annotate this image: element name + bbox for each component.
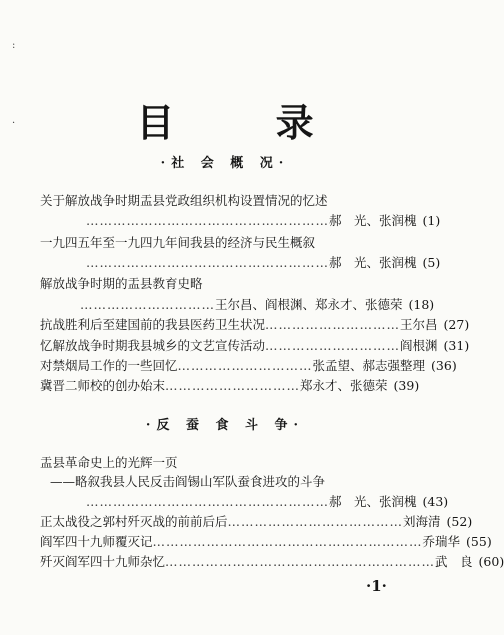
toc-entry-author: 阎根渊 — [400, 338, 438, 353]
leader-dots: ………………………… — [165, 378, 301, 393]
toc-entry-page: (27) — [443, 317, 470, 332]
section-heading-anti-encroachment: ·反 蚕 食 斗 争· — [145, 418, 305, 433]
toc-entry-title: 解放战争时期的盂县教育史略 — [40, 276, 203, 291]
page-title: 目 录 — [136, 100, 358, 145]
toc-entry-title: 关于解放战争时期盂县党政组织机构设置情况的忆述 — [40, 193, 328, 208]
toc-entry-title: 歼灭阎军四十九师杂忆 — [40, 554, 166, 569]
page-number: ·1· — [366, 577, 387, 595]
toc-entry-author: 王尔昌 — [400, 317, 438, 332]
leader-dots: ………………………………… — [227, 514, 404, 529]
toc-entry-author: 郝 光、张润槐 — [329, 255, 417, 270]
toc-entry-author: 郑永才、张德荣 — [300, 378, 388, 393]
leader-dots: ……………………………………………… — [86, 213, 329, 228]
toc-entry-page: (31) — [443, 338, 470, 353]
leader-dots: …………………………………………………… — [165, 554, 436, 569]
leader-dots: ………………………… — [80, 297, 215, 312]
toc-entry-title: 抗战胜利后至建国前的我县医药卫生状况 — [40, 317, 266, 332]
toc-entry-row — [40, 358, 457, 374]
toc-entry-title: 盂县革命史上的光辉一页 — [40, 455, 178, 470]
toc-entry-title: 一九四五年至一九四九年间我县的经济与民生概叙 — [40, 235, 316, 250]
toc-entry-row — [40, 534, 492, 550]
leader-dots: ………………………… — [265, 317, 401, 332]
toc-entry-row — [40, 297, 435, 313]
toc-entry-page: (52) — [446, 514, 473, 529]
toc-entry-page: (5) — [422, 255, 441, 270]
toc-entry-author: 刘海清 — [403, 514, 441, 529]
toc-entry-row — [40, 378, 420, 394]
toc-entry-subtitle: ——略叙我县人民反击阎锡山军队蚕食进攻的斗争 — [50, 474, 326, 489]
leader-dots: ……………………………………………… — [86, 255, 329, 270]
leader-dots: ……………………………………………… — [86, 494, 329, 509]
scan-mark: · — [12, 118, 16, 129]
toc-entry-page: (36) — [431, 358, 457, 373]
toc-entry-author: 张孟望、郝志强整理 — [312, 358, 426, 373]
toc-entry-row — [40, 338, 470, 354]
toc-entry-author: 武 良 — [435, 554, 473, 569]
leader-dots: …………………………………………………… — [152, 534, 423, 549]
toc-entry-page: (43) — [422, 494, 449, 509]
leader-dots: ………………………… — [265, 338, 401, 353]
toc-entry-row — [40, 255, 441, 271]
toc-entry-author: 王尔昌、阎根渊、郑永才、张德荣 — [215, 297, 403, 312]
toc-entry-row — [40, 514, 473, 530]
toc-entry-title: 正太战役之郭村歼灭战的前前后后 — [40, 514, 228, 529]
leader-dots: ………………………… — [177, 358, 313, 373]
toc-entry-page: (1) — [422, 213, 441, 228]
toc-entry-title: 阎军四十九师覆灭记 — [40, 534, 153, 549]
toc-entry-page: (60) — [478, 554, 504, 569]
toc-entry-author: 乔瑞华 — [422, 534, 461, 549]
toc-entry-page: (39) — [393, 378, 420, 393]
toc-entry-author: 郝 光、张润槐 — [329, 494, 417, 509]
toc-entry-title: 冀晋二师校的创办始末 — [40, 378, 166, 393]
toc-entry-author: 郝 光、张润槐 — [329, 213, 417, 228]
toc-entry-page: (55) — [466, 534, 492, 549]
toc-entry-title: 忆解放战争时期我县城乡的文艺宣传活动 — [40, 338, 266, 353]
toc-entry-row — [40, 554, 504, 570]
toc-entry-page: (18) — [408, 297, 435, 312]
toc-entry-row — [40, 213, 441, 229]
section-heading-social: ·社 会 概 况· — [160, 156, 290, 171]
toc-entry-title: 对禁烟局工作的一些回忆 — [40, 358, 178, 373]
toc-entry-row — [40, 494, 449, 510]
scan-mark: : — [12, 40, 16, 51]
toc-entry-row — [40, 317, 470, 333]
